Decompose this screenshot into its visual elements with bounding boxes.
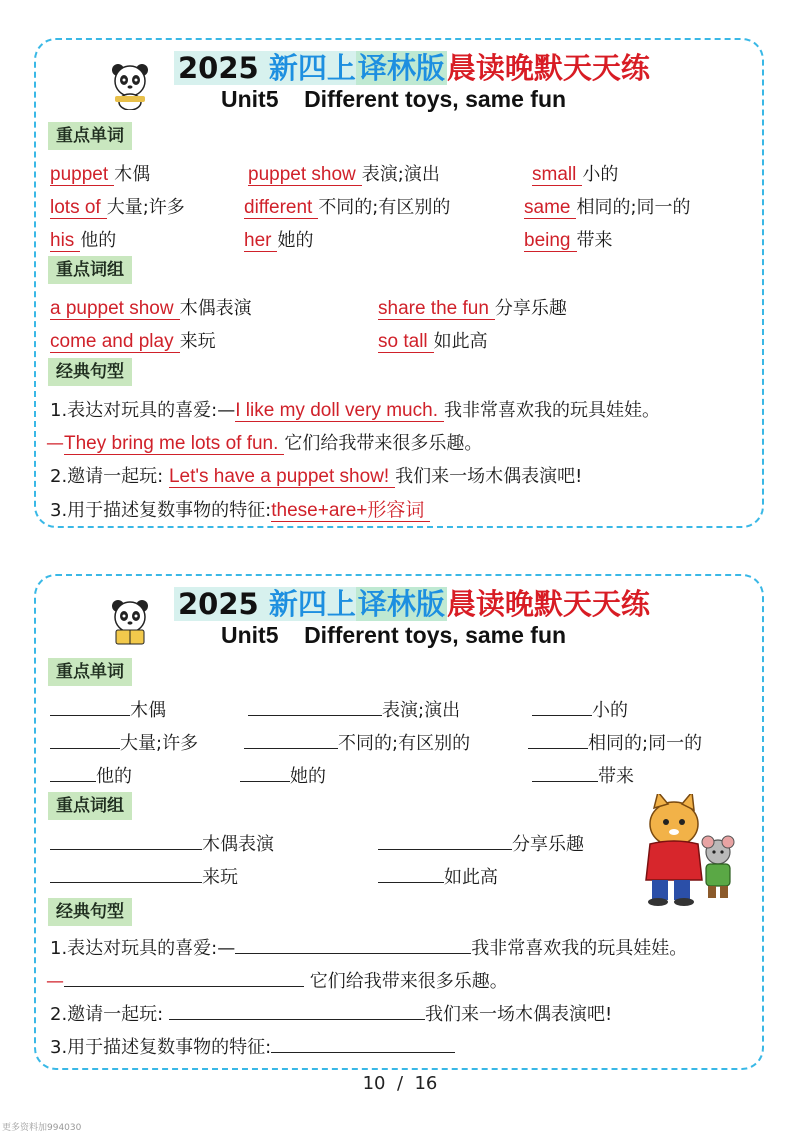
section-label-words: 重点单词 — [48, 658, 132, 686]
title-practice: 晨读晚默天天练 — [446, 587, 650, 621]
answer-blank[interactable] — [50, 864, 202, 883]
answer-blank[interactable] — [378, 831, 512, 850]
phrase-answer: share the fun — [378, 298, 495, 320]
title-year: 2025 — [178, 587, 269, 621]
answer-blank[interactable] — [50, 831, 202, 850]
word-answer: her — [244, 230, 277, 252]
phrase-blank-item: 木偶表演 — [50, 830, 274, 856]
answer-blank[interactable] — [235, 935, 471, 954]
cat-and-mouse-illustration — [636, 794, 746, 906]
answer-blank[interactable] — [50, 763, 96, 782]
word-blank-item: 不同的;有区别的 — [244, 729, 470, 755]
answer-blank[interactable] — [532, 763, 598, 782]
phrase-item: a puppet show 木偶表演 — [50, 298, 252, 319]
title-year: 2025 — [178, 51, 269, 85]
sentence-blank-1b: — 它们给我带来很多乐趣。 — [46, 967, 508, 993]
page-title — [174, 582, 650, 626]
word-item: puppet 木偶 — [50, 164, 151, 185]
word-blank-item: 大量;许多 — [50, 729, 198, 755]
answer-blank[interactable] — [378, 864, 444, 883]
phrase-blank-item: 分享乐趣 — [378, 830, 584, 856]
phrase-blank-item: 如此高 — [378, 863, 498, 889]
page-title — [174, 46, 650, 90]
answer-blank[interactable] — [64, 968, 304, 987]
sentence-blank-3: 3.用于描述复数事物的特征: — [50, 1033, 455, 1059]
word-item: different 不同的;有区别的 — [244, 197, 451, 218]
sentence-answer: They bring me lots of fun. — [64, 433, 284, 455]
word-answer: his — [50, 230, 80, 252]
practice-card — [34, 574, 764, 1070]
answer-blank[interactable] — [244, 730, 338, 749]
phrase-blank-item: 来玩 — [50, 863, 238, 889]
title-version: 译林版 — [357, 51, 445, 85]
sentence-1b: —They bring me lots of fun. 它们给我带来很多乐趣。 — [46, 433, 483, 454]
sentence-1: 1.表达对玩具的喜爱:—I like my doll very much. 我非常喜欢我的玩具娃娃。 — [50, 400, 660, 421]
word-blank-item: 小的 — [532, 696, 628, 722]
word-answer: lots of — [50, 197, 107, 219]
section-label-sentences: 经典句型 — [48, 358, 132, 386]
answer-blank[interactable] — [240, 763, 290, 782]
unit-subtitle: Unit5 Different toys, same fun — [221, 622, 567, 648]
word-blank-item: 木偶 — [50, 696, 166, 722]
title-version: 译林版 — [357, 587, 445, 621]
title-practice: 晨读晚默天天练 — [446, 51, 650, 85]
word-item: his 他的 — [50, 230, 117, 251]
word-answer: being — [524, 230, 577, 252]
word-blank-item: 相同的;同一的 — [528, 729, 702, 755]
phrase-item: come and play 来玩 — [50, 331, 216, 352]
word-answer: small — [532, 164, 582, 186]
phrase-answer: a puppet show — [50, 298, 180, 320]
answer-blank[interactable] — [169, 1001, 425, 1020]
title-grade: 新四上 — [268, 51, 356, 85]
sentence-answer: Let's have a puppet show! — [169, 466, 395, 488]
word-answer: different — [244, 197, 318, 219]
word-item: lots of 大量;许多 — [50, 197, 185, 218]
answer-card — [34, 38, 764, 528]
section-label-phrases: 重点词组 — [48, 792, 132, 820]
sentence-answer: these+are+形容词 — [271, 500, 430, 522]
answer-blank[interactable] — [528, 730, 588, 749]
answer-blank[interactable] — [271, 1034, 455, 1053]
page-number: 10 / 16 — [362, 1073, 438, 1094]
unit-subtitle: Unit5 Different toys, same fun — [221, 86, 567, 112]
section-label-sentences: 经典句型 — [48, 898, 132, 926]
word-answer: puppet — [50, 164, 114, 186]
answer-blank[interactable] — [248, 697, 382, 716]
answer-blank[interactable] — [50, 730, 120, 749]
sentence-blank-2: 2.邀请一起玩: 我们来一场木偶表演吧! — [50, 1000, 612, 1026]
sentence-2: 2.邀请一起玩: Let's have a puppet show! 我们来一场木偶表演吧! — [50, 466, 583, 487]
word-item: her 她的 — [244, 230, 314, 251]
word-item: puppet show 表演;演出 — [248, 164, 440, 185]
answer-blank[interactable] — [532, 697, 592, 716]
phrase-answer: so tall — [378, 331, 434, 353]
panda-icon — [108, 62, 152, 110]
word-item: small 小的 — [532, 164, 619, 185]
phrase-item: share the fun 分享乐趣 — [378, 298, 567, 319]
answer-blank[interactable] — [50, 697, 130, 716]
sentence-blank-1: 1.表达对玩具的喜爱:— 我非常喜欢我的玩具娃娃。 — [50, 934, 687, 960]
panda-reading-icon — [108, 598, 152, 646]
word-item: same 相同的;同一的 — [524, 197, 691, 218]
word-answer: puppet show — [248, 164, 362, 186]
phrase-answer: come and play — [50, 331, 180, 353]
word-blank-item: 他的 — [50, 762, 132, 788]
word-blank-item: 她的 — [240, 762, 326, 788]
watermark: 更多资料加994030 — [2, 1123, 82, 1133]
word-item: being 带来 — [524, 230, 613, 251]
word-blank-item: 表演;演出 — [248, 696, 460, 722]
phrase-item: so tall 如此高 — [378, 331, 488, 352]
title-grade: 新四上 — [268, 587, 356, 621]
sentence-answer: I like my doll very much. — [235, 400, 444, 422]
section-label-words: 重点单词 — [48, 122, 132, 150]
sentence-3: 3.用于描述复数事物的特征:these+are+形容词 — [50, 495, 430, 522]
word-answer: same — [524, 197, 576, 219]
word-blank-item: 带来 — [532, 762, 634, 788]
section-label-phrases: 重点词组 — [48, 256, 132, 284]
